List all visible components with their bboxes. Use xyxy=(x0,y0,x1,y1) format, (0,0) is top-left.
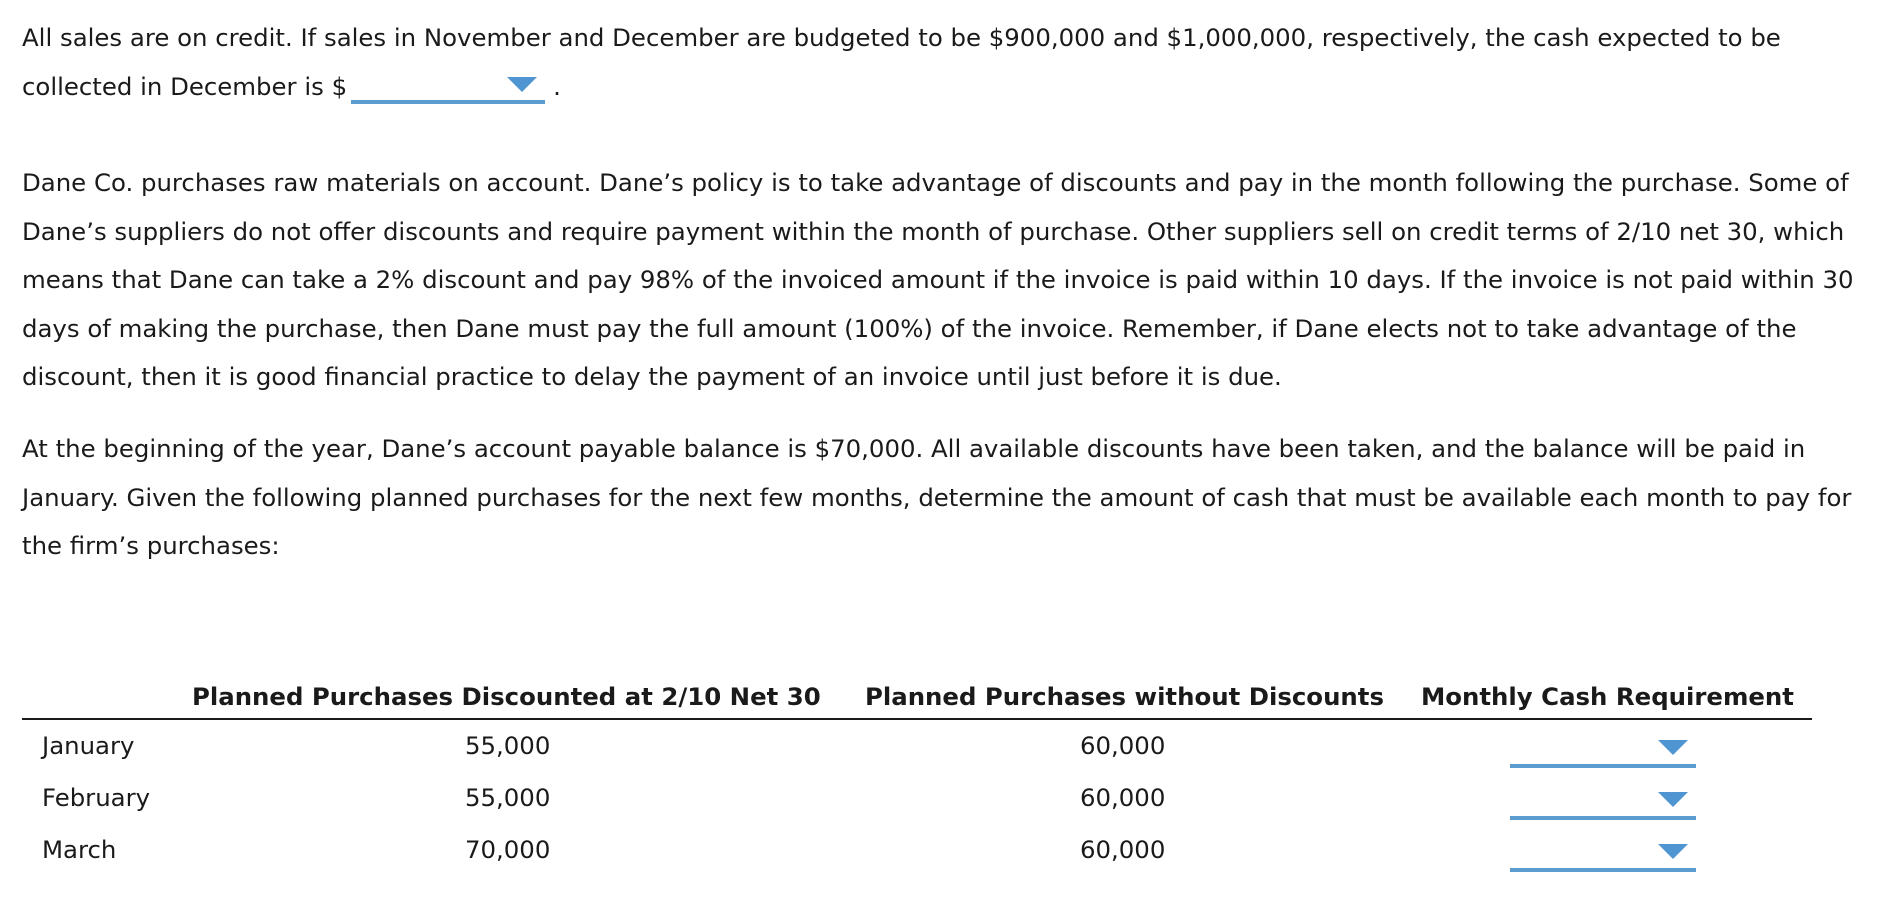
january-cash-requirement-dropdown[interactable] xyxy=(1510,732,1696,768)
table-row-february xyxy=(22,772,1812,824)
february-cash-requirement-dropdown[interactable] xyxy=(1510,784,1696,820)
table-header xyxy=(22,676,1812,720)
header-purchases-without-discounts: Planned Purchases without Discounts xyxy=(865,682,1384,711)
caret-down-icon xyxy=(1658,844,1688,859)
header-monthly-cash-requirement: Monthly Cash Requirement xyxy=(1421,682,1794,711)
table-row-march xyxy=(22,824,1812,876)
december-collection-dropdown[interactable] xyxy=(351,70,545,104)
month-label: February xyxy=(42,783,151,812)
purchases-without-discounts-value: 60,000 xyxy=(1080,731,1166,760)
discounted-purchases-value: 55,000 xyxy=(465,731,551,760)
purchases-without-discounts-value: 60,000 xyxy=(1080,783,1166,812)
discounted-purchases-value: 55,000 xyxy=(465,783,551,812)
purchases-table xyxy=(22,676,1812,876)
accounts-payable-paragraph: At the beginning of the year, Dane’s account payable balance is $70,000. All available discounts have been taken, and the balance will be paid in January. Given the following planned purchases for the next few months, determine the amount of cash that must be available each month to pay for the firm’s purchases: xyxy=(22,434,1852,560)
caret-down-icon xyxy=(507,77,537,92)
table-row-january xyxy=(22,720,1812,772)
purchases-policy-paragraph: Dane Co. purchases raw materials on account. Dane’s policy is to take advantage of discounts and pay in the month following the purchase. Some of Dane’s suppliers do not offer discounts and require payment within the month of purchase. Other suppliers sell on credit terms of 2/10 net 30, which means that Dane can take a 2% discount and pay 98% of the invoiced amount if the invoice is paid within 10 days. If the invoice is not paid within 30 days of making the purchase, then Dane must pay the full amount (100%) of the invoice. Remember, if Dane elects not to take advantage of the discount, then it is good financial practice to delay the payment of an invoice until just before it is due. xyxy=(22,168,1854,391)
question-1-text-after: . xyxy=(553,71,561,101)
discounted-purchases-value: 70,000 xyxy=(465,835,551,864)
march-cash-requirement-dropdown[interactable] xyxy=(1510,836,1696,872)
question-1-text-before: All sales are on credit. If sales in November and December are budgeted to be $900,000 and $1,000,000, respectively, the cash expected to be collected in December is $ xyxy=(22,23,1781,101)
caret-down-icon xyxy=(1658,792,1688,807)
caret-down-icon xyxy=(1658,740,1688,755)
month-label: March xyxy=(42,835,117,864)
question-1-text xyxy=(22,14,1872,111)
month-label: January xyxy=(42,731,135,760)
purchases-without-discounts-value: 60,000 xyxy=(1080,835,1166,864)
header-discounted-purchases: Planned Purchases Discounted at 2/10 Net 30 xyxy=(192,682,821,711)
